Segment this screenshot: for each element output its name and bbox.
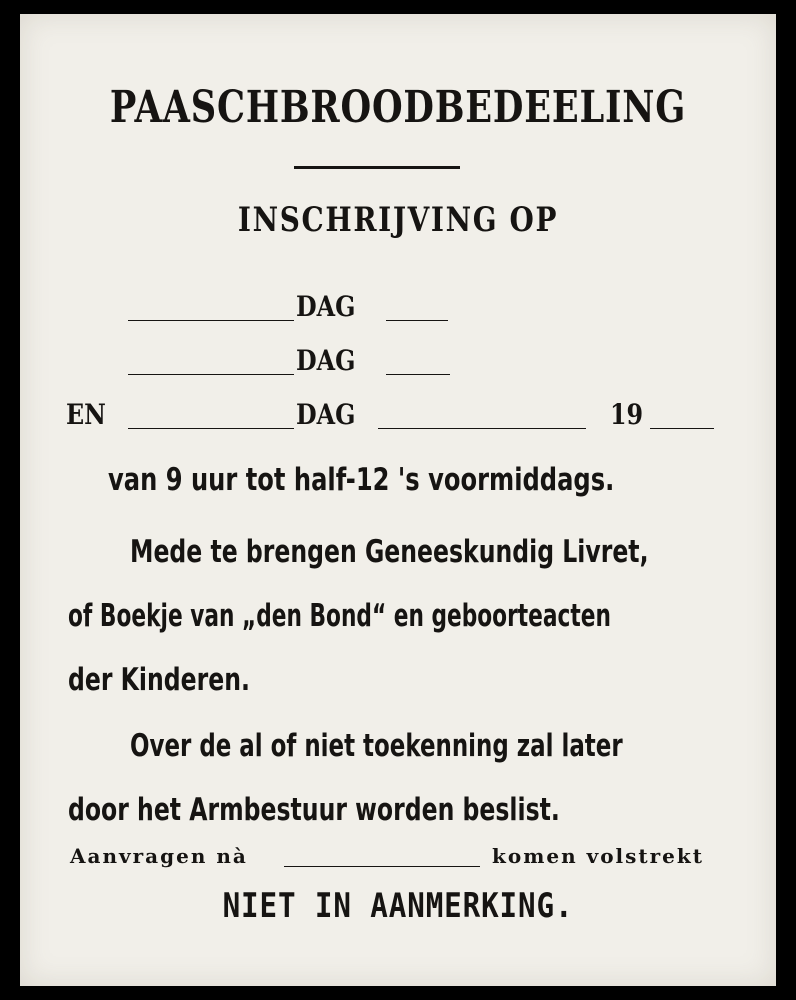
day-label: DAG [296,290,356,323]
poster-sheet [20,14,776,986]
day-blank [386,320,448,321]
decision-line-1: Over de al of niet toekenning zal later [130,728,623,764]
day-row-2 [20,344,776,384]
day-label: DAG [296,344,356,377]
poster-subtitle: INSCHRIJVING OP [237,200,559,240]
day-row-3 [20,398,776,438]
en-label: EN [66,398,106,431]
decision-line-2: door het Armbestuur worden beslist. [68,792,560,828]
hours-line: van 9 uur tot half-12 's voormiddags. [108,462,615,498]
year-blank [650,428,714,429]
footer-right: komen volstrekt [492,844,705,868]
footer-date-blank [284,866,480,867]
year-label: 19 [610,398,644,431]
day-label: DAG [296,398,356,431]
footer-left: Aanvragen nà [70,844,248,868]
date-blank [378,428,586,429]
day-blank [128,428,294,429]
day-row-1 [20,290,776,330]
day-blank [128,374,294,375]
bring-line-3: der Kinderen. [68,662,250,698]
title-divider [294,166,460,169]
poster-title: PAASCHBROODBEDEELING [109,82,687,133]
bring-line-2: of Boekje van „den Bond“ en geboorteacten [68,598,611,634]
day-blank [386,374,450,375]
day-blank [128,320,294,321]
final-notice: NIET IN AANMERKING. [222,886,574,926]
bring-line-1: Mede te brengen Geneeskundig Livret, [130,534,649,570]
